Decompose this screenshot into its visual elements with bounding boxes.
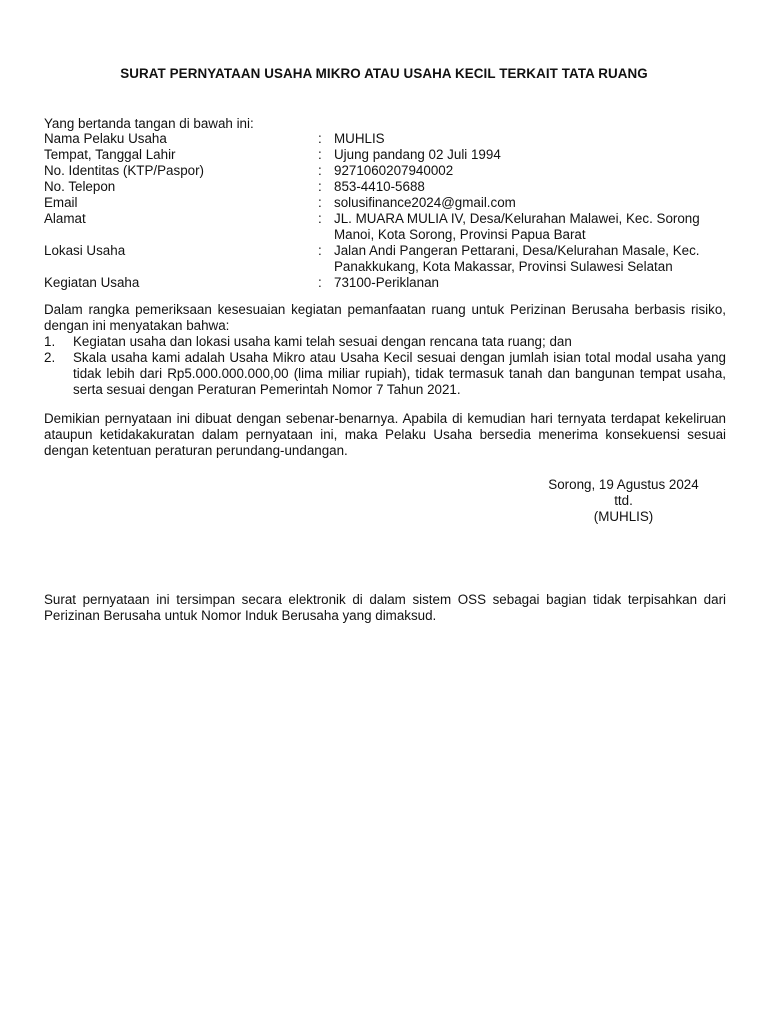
list-number: 2. [44,350,56,365]
field-row-lokasi [44,243,734,275]
field-label: Alamat [44,211,86,226]
footer-note: Surat pernyataan ini tersimpan secara elektronik di dalam sistem OSS sebagai bagian tidak terpisahkan dari Perizinan Berusaha untuk Nomor Induk Berusaha yang dimaksud. [44,592,726,623]
field-label: Email [44,195,78,210]
field-colon: : [318,243,322,258]
field-row-nama [44,131,734,147]
signature-name: (MUHLIS) [593,509,654,524]
field-colon: : [318,179,322,194]
intro-text: Yang bertanda tangan di bawah ini: [44,116,254,131]
field-row-alamat [44,211,734,243]
field-label: Tempat, Tanggal Lahir [44,147,176,162]
statement-list [44,334,726,398]
field-colon: : [318,275,322,290]
field-value: 853-4410-5688 [334,179,425,194]
statement-paragraph: Dalam rangka pemeriksaan kesesuaian kegiatan pemanfaatan ruang untuk Perizinan Berusaha berbasis risiko, dengan ini menyatakan bahwa: [44,302,726,333]
signature-place-date: Sorong, 19 Agustus 2024 [548,477,699,492]
field-label: No. Identitas (KTP/Paspor) [44,163,205,178]
list-number: 1. [44,334,56,349]
document-title: SURAT PERNYATAAN USAHA MIKRO ATAU USAHA KECIL TERKAIT TATA RUANG [120,66,648,81]
field-row-email [44,195,734,211]
list-text: Skala usaha kami adalah Usaha Mikro atau Usaha Kecil sesuai dengan jumlah isian total modal usaha yang tidak lebih dari Rp5.000.000.000,00 (lima miliar rupiah), tidak termasuk tanah dan bangunan tempat usaha, serta sesuai dengan Peraturan Pemerintah Nomor 7 Tahun 2021. [73,350,726,397]
field-label: Kegiatan Usaha [44,275,140,290]
list-item [44,334,726,350]
field-label: No. Telepon [44,179,116,194]
field-row-kegiatan [44,275,734,291]
field-value: Ujung pandang 02 Juli 1994 [334,147,501,162]
field-row-identitas [44,163,734,179]
field-label: Nama Pelaku Usaha [44,131,167,146]
field-row-telepon [44,179,734,195]
identity-fields [44,131,734,291]
field-colon: : [318,131,322,146]
field-value: 73100-Periklanan [334,275,439,290]
list-text: Kegiatan usaha dan lokasi usaha kami telah sesuai dengan rencana tata ruang; dan [73,334,572,349]
signature-ttd: ttd. [614,493,633,508]
list-item [44,350,726,398]
field-value: Jalan Andi Pangeran Pettarani, Desa/Kelurahan Masale, Kec. Panakkukang, Kota Makassar, Provinsi Sulawesi Selatan [334,243,700,274]
field-label: Lokasi Usaha [44,243,126,258]
signature-block [530,477,717,525]
closing-paragraph: Demikian pernyataan ini dibuat dengan sebenar-benarnya. Apabila di kemudian hari ternyata terdapat kekeliruan ataupun ketidakakuratan dalam pernyataan ini, maka Pelaku Usaha bersedia menerima konsekuensi sesuai dengan ketentuan peraturan perundang-undangan. [44,411,726,458]
field-value: JL. MUARA MULIA IV, Desa/Kelurahan Malawei, Kec. Sorong Manoi, Kota Sorong, Provinsi Papua Barat [334,211,700,242]
field-value: solusifinance2024@gmail.com [334,195,516,210]
field-colon: : [318,147,322,162]
field-colon: : [318,163,322,178]
field-value: MUHLIS [334,131,385,146]
field-row-ttl [44,147,734,163]
field-colon: : [318,211,322,226]
field-value: 9271060207940002 [334,163,454,178]
field-colon: : [318,195,322,210]
